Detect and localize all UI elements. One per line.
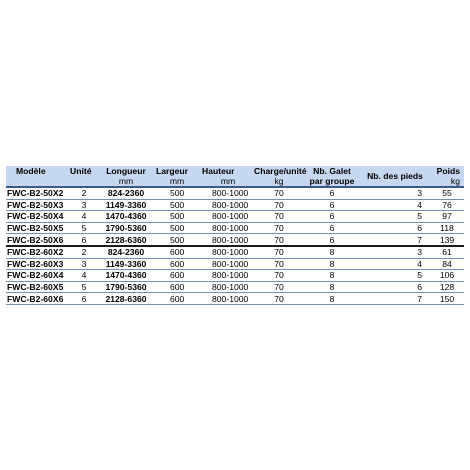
cell-length: 2128-6360 [98,293,154,305]
header-weight-unit: kg [450,176,460,186]
cell-width: 600 [154,246,198,258]
header-height: Hauteur mm [198,166,254,187]
cell-width: 500 [154,222,198,234]
cell-model: FWC-B2-50X5 [6,222,70,234]
header-width-unit: mm [169,176,185,186]
cell-length: 1790-5360 [98,222,154,234]
header-width: Largeur mm [154,166,198,187]
cell-height: 800-1000 [198,234,254,246]
table-row [6,258,464,270]
cell-length: 1470-4360 [98,211,154,223]
cell-model: FWC-B2-60X2 [6,246,70,258]
cell-feet: 6 [360,222,430,234]
cell-height: 800-1000 [198,246,254,258]
cell-height: 800-1000 [198,281,254,293]
cell-width: 500 [154,199,198,211]
cell-load: 70 [254,246,304,258]
cell-model: FWC-B2-50X6 [6,234,70,246]
cell-feet: 4 [360,258,430,270]
cell-rollers: 6 [304,222,360,234]
cell-height: 800-1000 [198,222,254,234]
header-height-unit: mm [220,176,236,186]
cell-rollers: 6 [304,199,360,211]
cell-length: 824-2360 [98,187,154,199]
table-row [6,187,464,199]
cell-weight: 97 [430,211,464,223]
cell-length: 1149-3360 [98,258,154,270]
cell-feet: 4 [360,199,430,211]
cell-feet: 5 [360,270,430,282]
cell-length: 824-2360 [98,246,154,258]
cell-unit: 2 [70,246,98,258]
cell-length: 1790-5360 [98,281,154,293]
cell-height: 800-1000 [198,270,254,282]
cell-feet: 3 [360,187,430,199]
cell-model: FWC-B2-60X4 [6,270,70,282]
cell-unit: 6 [70,234,98,246]
cell-load: 70 [254,293,304,305]
table-row [6,222,464,234]
table-header-row [6,166,464,187]
cell-rollers: 8 [304,258,360,270]
header-rollers: Nb. Galet par groupe [304,166,360,187]
header-length-unit: mm [118,176,134,186]
header-weight: Poids kg [430,166,464,187]
cell-weight: 150 [430,293,464,305]
cell-weight: 76 [430,199,464,211]
cell-load: 70 [254,211,304,223]
table-row [6,234,464,246]
spec-table [6,166,464,305]
cell-unit: 3 [70,258,98,270]
cell-width: 500 [154,187,198,199]
cell-unit: 3 [70,199,98,211]
cell-model: FWC-B2-60X5 [6,281,70,293]
header-length: Longueur mm [98,166,154,187]
table-row [6,211,464,223]
header-model: Modèle [6,166,70,187]
table-row [6,199,464,211]
header-load-unit: kg [274,176,284,186]
header-load: Charge/unité kg [254,166,307,186]
cell-unit: 6 [70,293,98,305]
cell-rollers: 8 [304,293,360,305]
cell-load: 70 [254,258,304,270]
cell-feet: 7 [360,234,430,246]
table-row [6,281,464,293]
cell-unit: 2 [70,187,98,199]
cell-unit: 5 [70,281,98,293]
cell-unit: 4 [70,211,98,223]
cell-load: 70 [254,187,304,199]
cell-height: 800-1000 [198,293,254,305]
table-row [6,246,464,258]
cell-rollers: 8 [304,281,360,293]
cell-model: FWC-B2-60X3 [6,258,70,270]
cell-weight: 139 [430,234,464,246]
cell-width: 600 [154,270,198,282]
cell-load: 70 [254,270,304,282]
spec-table-container [6,166,464,305]
cell-length: 1470-4360 [98,270,154,282]
cell-feet: 6 [360,281,430,293]
cell-height: 800-1000 [198,199,254,211]
cell-load: 70 [254,199,304,211]
header-feet: Nb. des pieds [360,166,430,187]
table-row [6,293,464,305]
cell-width: 600 [154,258,198,270]
cell-width: 600 [154,281,198,293]
cell-load: 70 [254,281,304,293]
cell-weight: 128 [430,281,464,293]
cell-weight: 55 [430,187,464,199]
cell-unit: 5 [70,222,98,234]
cell-length: 1149-3360 [98,199,154,211]
cell-feet: 5 [360,211,430,223]
cell-rollers: 8 [304,270,360,282]
cell-width: 600 [154,293,198,305]
cell-rollers: 6 [304,187,360,199]
cell-model: FWC-B2-50X2 [6,187,70,199]
cell-model: FWC-B2-50X3 [6,199,70,211]
cell-height: 800-1000 [198,258,254,270]
cell-rollers: 8 [304,246,360,258]
cell-width: 500 [154,234,198,246]
header-rollers-unit: par groupe [309,176,355,186]
cell-length: 2128-6360 [98,234,154,246]
cell-weight: 118 [430,222,464,234]
cell-weight: 84 [430,258,464,270]
cell-width: 500 [154,211,198,223]
cell-weight: 61 [430,246,464,258]
cell-model: FWC-B2-50X4 [6,211,70,223]
table-row [6,270,464,282]
cell-unit: 4 [70,270,98,282]
cell-load: 70 [254,234,304,246]
cell-rollers: 6 [304,234,360,246]
cell-height: 800-1000 [198,211,254,223]
cell-rollers: 6 [304,211,360,223]
cell-feet: 7 [360,293,430,305]
cell-weight: 106 [430,270,464,282]
table-body [6,187,464,304]
cell-model: FWC-B2-60X6 [6,293,70,305]
header-unit: Unité [70,166,98,187]
cell-load: 70 [254,222,304,234]
cell-feet: 3 [360,246,430,258]
cell-height: 800-1000 [198,187,254,199]
